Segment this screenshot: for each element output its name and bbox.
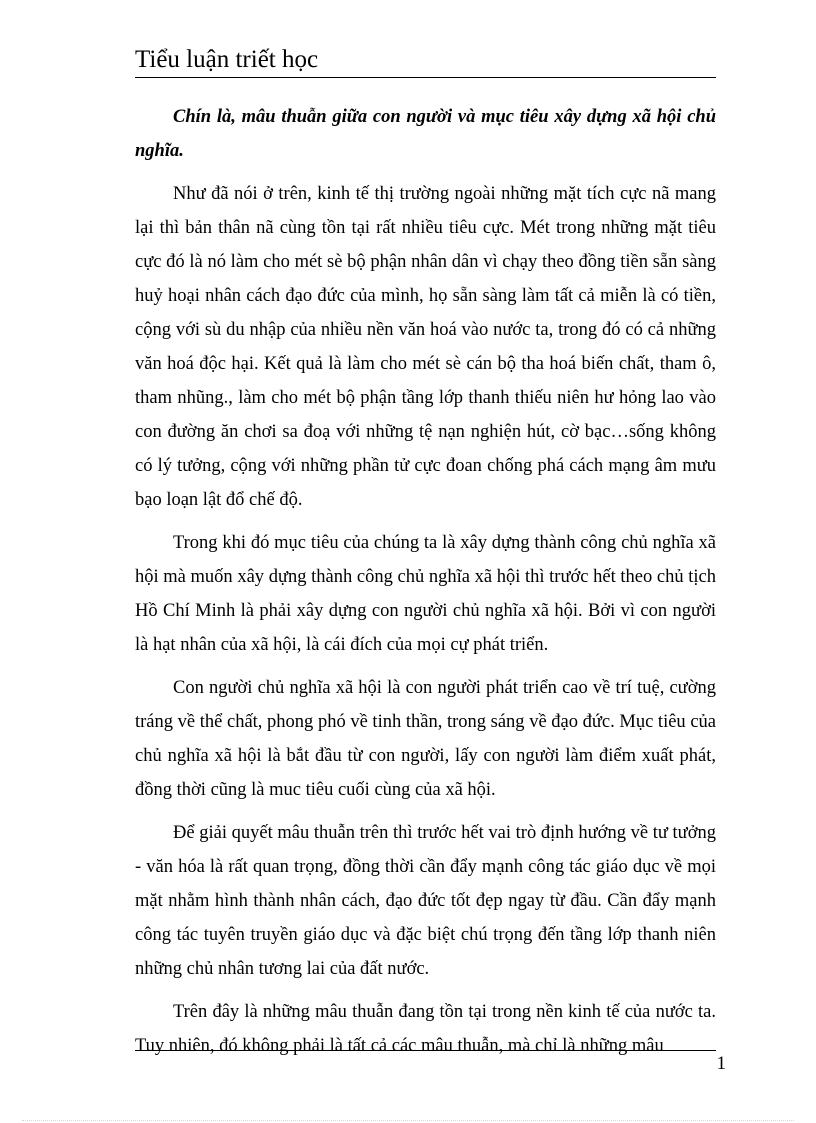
section-heading: Chín là, mâu thuẫn giữa con người và mục tiêu xây dựng xã hội chủ nghĩa. bbox=[135, 107, 716, 161]
page-edge-dotted-line bbox=[22, 1120, 794, 1121]
header-title: Tiểu luận triết học bbox=[135, 46, 319, 73]
paragraph: Trên đây là những mâu thuẫn đang tồn tại trong nền kinh tế của nước ta. Tuy nhiên, đó không phải là tất cả các mâu thuẫn, mà chỉ là những mâu bbox=[135, 1002, 716, 1056]
footer-divider bbox=[135, 1050, 716, 1051]
paragraph: Để giải quyết mâu thuẫn trên thì trước hết vai trò định hướng về tư tưởng - văn hóa là rất quan trọng, đồng thời cần đẩy mạnh công tác giáo dục về mọi mặt nhằm hình thành nhân cách, đạo đức tốt đẹp ngay từ đầu. Cần đẩy mạnh công tác tuyên truyền giáo dục và đặc biệt chú trọng đến tầng lớp thanh niên những chủ nhân tương lai của đất nước. bbox=[135, 823, 716, 979]
paragraph: Trong khi đó mục tiêu của chúng ta là xây dựng thành công chủ nghĩa xã hội mà muốn xây dựng thành công chủ nghĩa xã hội thì trước hết theo chủ tịch Hồ Chí Minh là phải xây dựng con người chủ nghĩa xã hội. Bởi vì con người là hạt nhân của xã hội, là cái đích của mọi cự phát triển. bbox=[135, 533, 716, 655]
paragraph: Như đã nói ở trên, kinh tế thị trường ngoài những mặt tích cực nã mang lại thì bản thân nã cùng tồn tại rất nhiều tiêu cực. Mét trong những mặt tiêu cực đó là nó làm cho mét sè bộ phận nhân dân vì chạy theo đồng tiền sẵn sàng huỷ hoại nhân cách đạo đức của mình, họ sẵn sàng làm tất cả miễn là có tiền, cộng với sù du nhập của nhiều nền văn hoá vào nước ta, trong đó có cả những văn hoá độc hại. Kết quả là làm cho mét sè cán bộ tha hoá biến chất, tham ô, tham nhũng., làm cho mét bộ phận tầng lớp thanh thiếu niên hư hỏng lao vào con đường ăn chơi sa đoạ với những tệ nạn nghiện hút, cờ bạc…sống không có lý tưởng, cộng với những phần tử cực đoan chống phá cách mạng âm mưu bạo loạn lật đổ chế độ. bbox=[135, 184, 716, 510]
page-number: 1 bbox=[716, 1053, 726, 1074]
document-body bbox=[135, 100, 716, 1072]
paragraph: Con người chủ nghĩa xã hội là con người phát triển cao về trí tuệ, cường tráng về thể chất, phong phó về tinh thần, trong sáng về đạo đức. Mục tiêu của chủ nghĩa xã hội là bắt đầu từ con người, lấy con người làm điểm xuất phát, đồng thời cũng là muc tiêu cuối cùng của xã hội. bbox=[135, 678, 716, 800]
header-divider bbox=[135, 77, 716, 78]
